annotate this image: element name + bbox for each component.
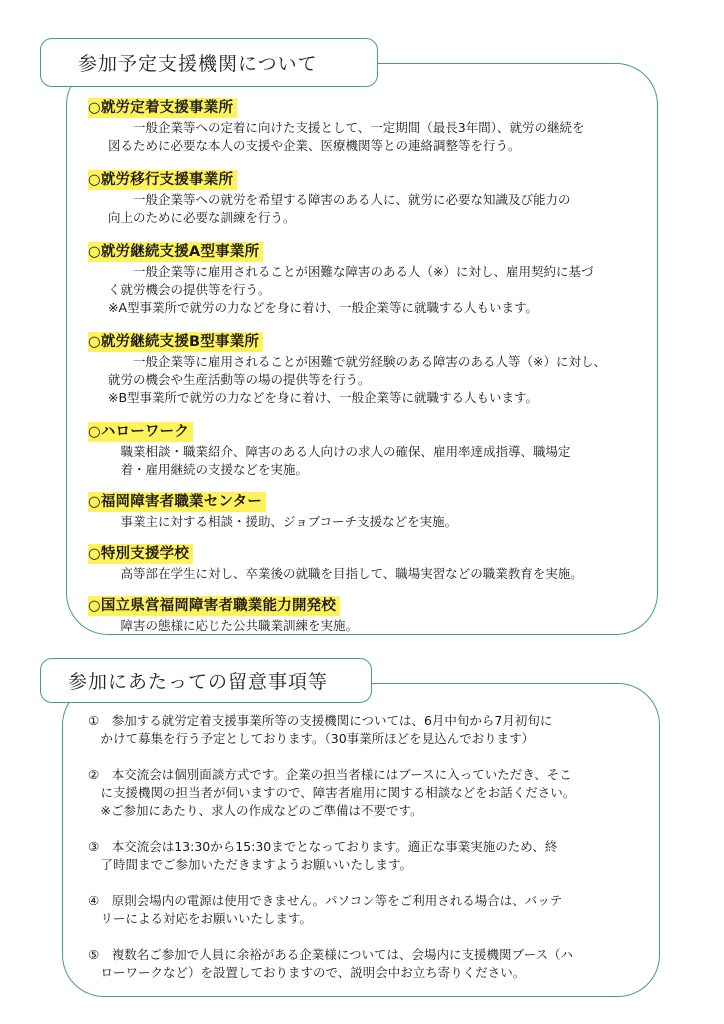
agency-item bbox=[88, 169, 658, 227]
agency-title: ○国立県営福岡障害者職業能力開発校 bbox=[88, 596, 340, 616]
desc-line: 図るために必要な本人の支援や企業、医療機関等との連絡調整等を行う。 bbox=[108, 138, 521, 153]
desc-line: 着・雇用継続の支援などを実施。 bbox=[108, 462, 309, 477]
note-line: ④ 原則会場内の電源は使用できません。パソコン等をご利用される場合は、バッテ bbox=[88, 893, 563, 908]
desc-line: 高等部在学生に対し、卒業後の就職を目指して、職場実習などの職業教育を実施。 bbox=[108, 566, 583, 581]
note-line: ローワークなど）を設置しておりますので、説明会中お立ち寄りください。 bbox=[88, 965, 526, 980]
desc-line: 一般企業等に雇用されることが困難な障害のある人（※）に対し、雇用契約に基づ bbox=[108, 264, 594, 279]
agency-item bbox=[88, 595, 658, 635]
agency-title: ○就労継続支援B型事業所 bbox=[88, 332, 263, 352]
support-agency-list bbox=[88, 97, 658, 635]
agency-item bbox=[88, 97, 658, 155]
agency-item bbox=[88, 331, 658, 407]
agency-description bbox=[88, 513, 658, 531]
desc-line: ※A型事業所で就労の力などを身に着け、一般企業等に就職する人もいます。 bbox=[108, 300, 539, 315]
note-item bbox=[88, 838, 648, 874]
agency-description bbox=[88, 565, 658, 583]
agency-title: ○就労移行支援事業所 bbox=[88, 170, 237, 190]
agency-description bbox=[88, 617, 658, 635]
desc-line: 職業相談・職業紹介、障害のある人向けの求人の確保、雇用率達成指導、職場定 bbox=[108, 444, 571, 459]
desc-line: ※B型事業所で就労の力などを身に着け、一般企業等に就職する人もいます。 bbox=[108, 390, 539, 405]
agency-item bbox=[88, 421, 658, 479]
note-item bbox=[88, 946, 648, 982]
agency-title: ○福岡障害者職業センター bbox=[88, 492, 266, 512]
note-line: 了時間までご参加いただきますようお願いいたします。 bbox=[88, 857, 413, 872]
desc-line: 向上のために必要な訓練を行う。 bbox=[108, 210, 296, 225]
section2-heading: 参加にあたっての留意事項等 bbox=[40, 658, 372, 703]
note-line: ① 参加する就労定着支援事業所等の支援機関については、6月中旬から7月初旬に bbox=[88, 713, 553, 728]
desc-line: 一般企業等に雇用されることが困難で就労経験のある障害のある人等（※）に対し、 bbox=[108, 354, 606, 369]
agency-description bbox=[88, 443, 658, 479]
agency-description bbox=[88, 191, 658, 227]
agency-description bbox=[88, 353, 658, 407]
note-line: に支援機関の担当者が伺いますので、障害者雇用に関する相談などをお話ください。 bbox=[88, 785, 576, 800]
agency-title: ○特別支援学校 bbox=[88, 544, 193, 564]
desc-line: 一般企業等への定着に向けた支援として、一定期間（最長3年間）、就労の継続を bbox=[108, 120, 585, 135]
note-line: ※ご参加にあたり、求人の作成などのご準備は不要です。 bbox=[88, 803, 423, 818]
agency-item bbox=[88, 543, 658, 583]
note-line: ③ 本交流会は13:30から15:30までとなっております。適正な事業実施のため、終 bbox=[88, 839, 558, 854]
desc-line: 障害の態様に応じた公共職業訓練を実施。 bbox=[108, 618, 359, 633]
desc-line: 就労の機会や生産活動等の場の提供等を行う。 bbox=[108, 372, 371, 387]
agency-title: ○就労継続支援A型事業所 bbox=[88, 242, 263, 262]
note-item bbox=[88, 766, 648, 820]
note-line: ② 本交流会は個別面談方式です。企業の担当者様にはブースに入っていただき、そこ bbox=[88, 767, 572, 782]
section1-heading: 参加予定支援機関について bbox=[40, 38, 378, 87]
note-item bbox=[88, 712, 648, 748]
desc-line: 一般企業等への就労を希望する障害のある人に、就労に必要な知識及び能力の bbox=[108, 192, 571, 207]
agency-title: ○就労定着支援事業所 bbox=[88, 98, 237, 118]
note-item bbox=[88, 892, 648, 928]
note-line: かけて募集を行う予定としております。（30事業所ほどを見込んでおります） bbox=[88, 731, 535, 746]
notes-list bbox=[88, 712, 648, 982]
agency-item bbox=[88, 241, 658, 317]
agency-title: ○ハローワーク bbox=[88, 422, 193, 442]
agency-description bbox=[88, 119, 658, 155]
agency-item bbox=[88, 491, 658, 531]
note-line: ⑤ 複数名ご参加で人員に余裕がある企業様については、会場内に支援機関ブース（ハ bbox=[88, 947, 573, 962]
note-line: リーによる対応をお願いいたします。 bbox=[88, 911, 313, 926]
agency-description bbox=[88, 263, 658, 317]
desc-line: 事業主に対する相談・援助、ジョブコーチ支援などを実施。 bbox=[108, 514, 458, 529]
desc-line: く就労機会の提供等を行う。 bbox=[108, 282, 271, 297]
